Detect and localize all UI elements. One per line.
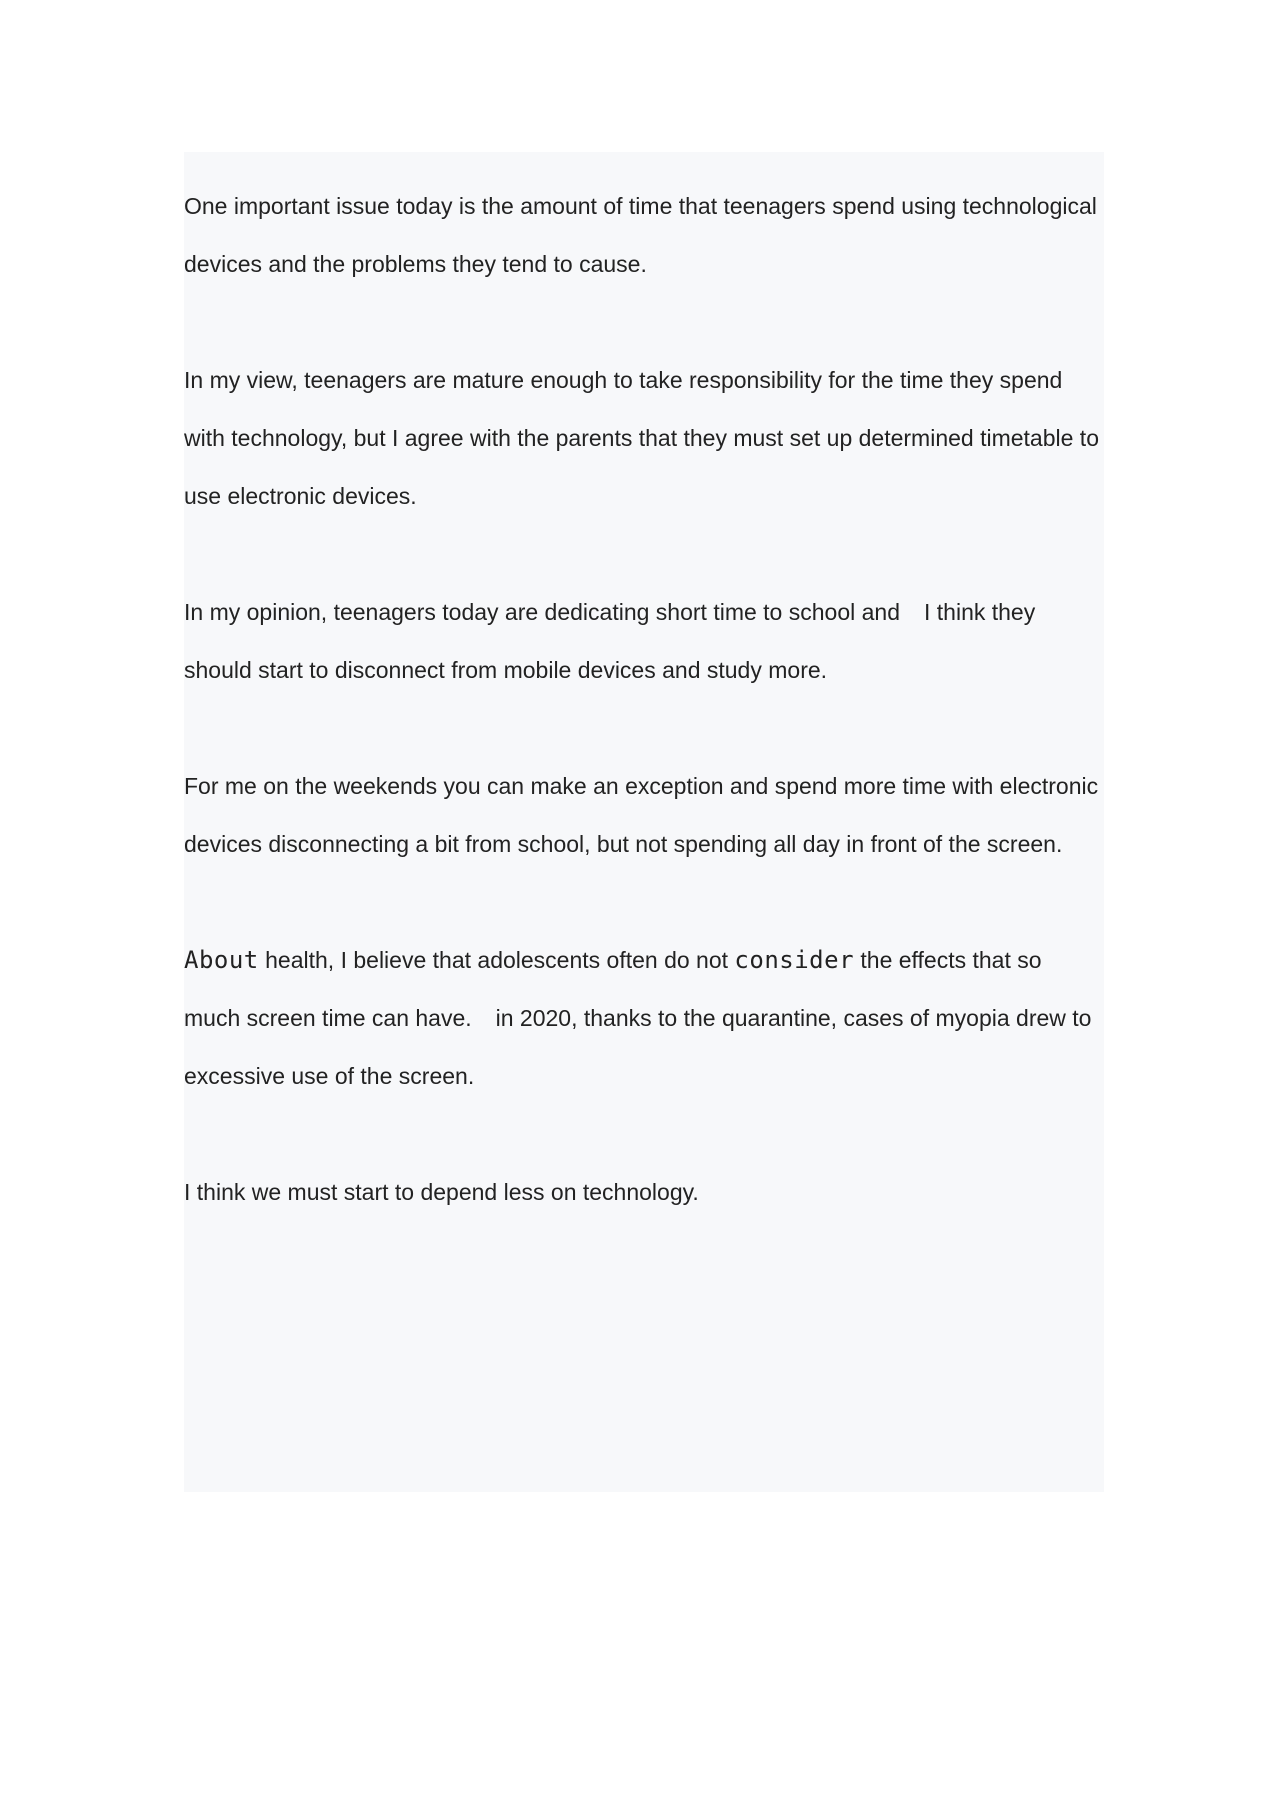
paragraph-2 <box>184 351 1104 525</box>
paragraph-5-text-c: in 2020, thanks to the quarantine, cases of myopia drew to excessive use of the screen. <box>184 1005 1092 1089</box>
monospace-word-consider: consider <box>734 946 855 974</box>
paragraph-5-text-a: health, I believe that adolescents often do not <box>258 947 735 973</box>
paragraph-3 <box>184 583 1104 699</box>
paragraph-2-text: In my view, teenagers are mature enough to take responsibility for the time they spend with technology, but I agree with the parents that they must set up determined timetable to use electronic devices. <box>184 367 1099 509</box>
paragraph-4 <box>184 757 1104 873</box>
paragraph-3-text-start: In my opinion, teenagers today are dedicating short time to school and <box>184 599 900 625</box>
paragraph-5-text-b: the effects that so much screen time can have. <box>184 947 1042 1031</box>
paragraph-4-text: For me on the weekends you can make an exception and spend more time with electronic devices disconnecting a bit from school, but not spending all day in front of the screen. <box>184 773 1099 857</box>
document-body <box>184 152 1104 1492</box>
paragraph-5 <box>184 931 1104 1105</box>
paragraph-6-text: I think we must start to depend less on technology. <box>184 1179 699 1205</box>
paragraph-1-text: One important issue today is the amount of time that teenagers spend using technological devices and the problems they tend to cause. <box>184 193 1097 277</box>
paragraph-3-text-end: I think they should start to disconnect from mobile devices and study more. <box>184 599 1036 683</box>
paragraph-6 <box>184 1163 1104 1221</box>
paragraph-1 <box>184 177 1104 293</box>
monospace-word-about: About <box>184 946 259 974</box>
